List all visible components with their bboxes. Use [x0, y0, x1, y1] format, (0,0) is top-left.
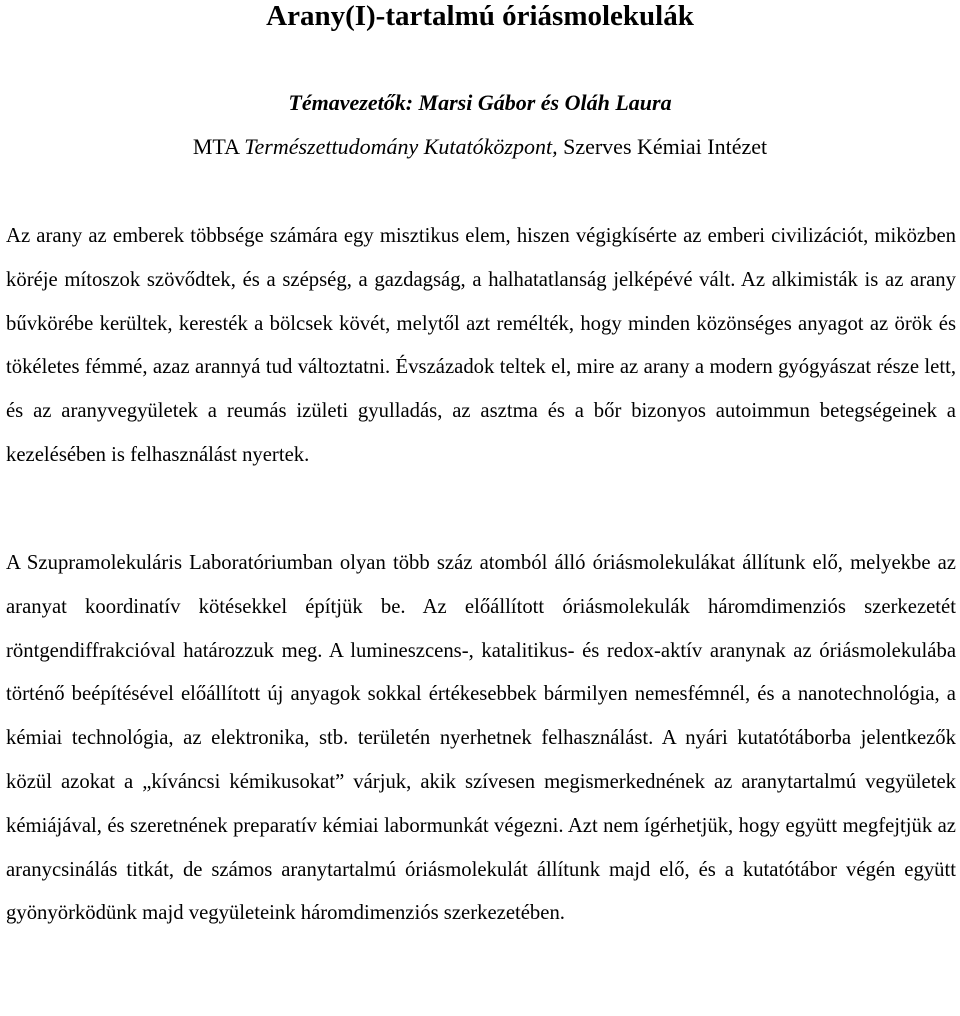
- supervisors-line: Témavezetők: Marsi Gábor és Oláh Laura: [288, 90, 672, 115]
- affiliation-org: MTA: [192, 134, 239, 159]
- paragraph-1: Az arany az emberek többsége számára egy misztikus elem, hiszen végigkísérte az emberi civilizációt, miközben köréje mítoszok szövődtek, és a szépség, a gazdagság, a halhatatlanság jelképévé vált. Az alkimisták is az arany bűvkörébe kerültek, keresték a bölcsek kövét, melytől azt remélték, hogy minden közönséges anyagot az örök és tökéletes fémmé, azaz arannyá tud változtatni. Évszázadok teltek el, mire az arany a modern gyógyászat része lett, és az aranyvegyületek a reumás izületi gyulladás, az asztma és a bőr bizonyos autoimmun betegségeinek a kezelésében is felhasználást nyertek.: [6, 225, 956, 466]
- affiliation-line: [0, 131, 960, 163]
- document-title: Arany(I)-tartalmú óriásmolekulák: [266, 0, 694, 32]
- paragraph-2: A Szupramolekuláris Laboratóriumban olyan több száz atomból álló óriásmolekulákat állítunk elő, melyekbe az aranyat koordinatív kötésekkel építjük be. Az előállított óriásmolekulák háromdimenziós szerkezetét röntgendiffrakcióval határozzuk meg. A lumineszcens-, katalitikus- és redox-aktív aranynak az óriásmolekulába történő beépítésével előállított új anyagok sokkal értékesebbek bármilyen nemesfémnél, és a nanotechnológia, a kémiai technológia, az elektronika, stb. területén nyerhetnek felhasználást. A nyári kutatótáborba jelentkezők közül azokat a „kíváncsi kémikusokat” várjuk, akik szívesen megismerkednének az aranytartalmú vegyületek kémiájával, és szeretnének preparatív kémiai labormunkát végezni. Azt nem ígérhetjük, hogy együtt megfejtjük az aranycsinálás titkát, de számos aranytartalmú óriásmolekulát állítunk majd elő, és a kutatótábor végén együtt gyönyörködünk majd vegyületeink háromdimenziós szerkezetében.: [6, 552, 956, 925]
- affiliation-center: Természettudomány Kutatóközpont,: [244, 134, 558, 159]
- affiliation-institute: Szerves Kémiai Intézet: [563, 134, 768, 159]
